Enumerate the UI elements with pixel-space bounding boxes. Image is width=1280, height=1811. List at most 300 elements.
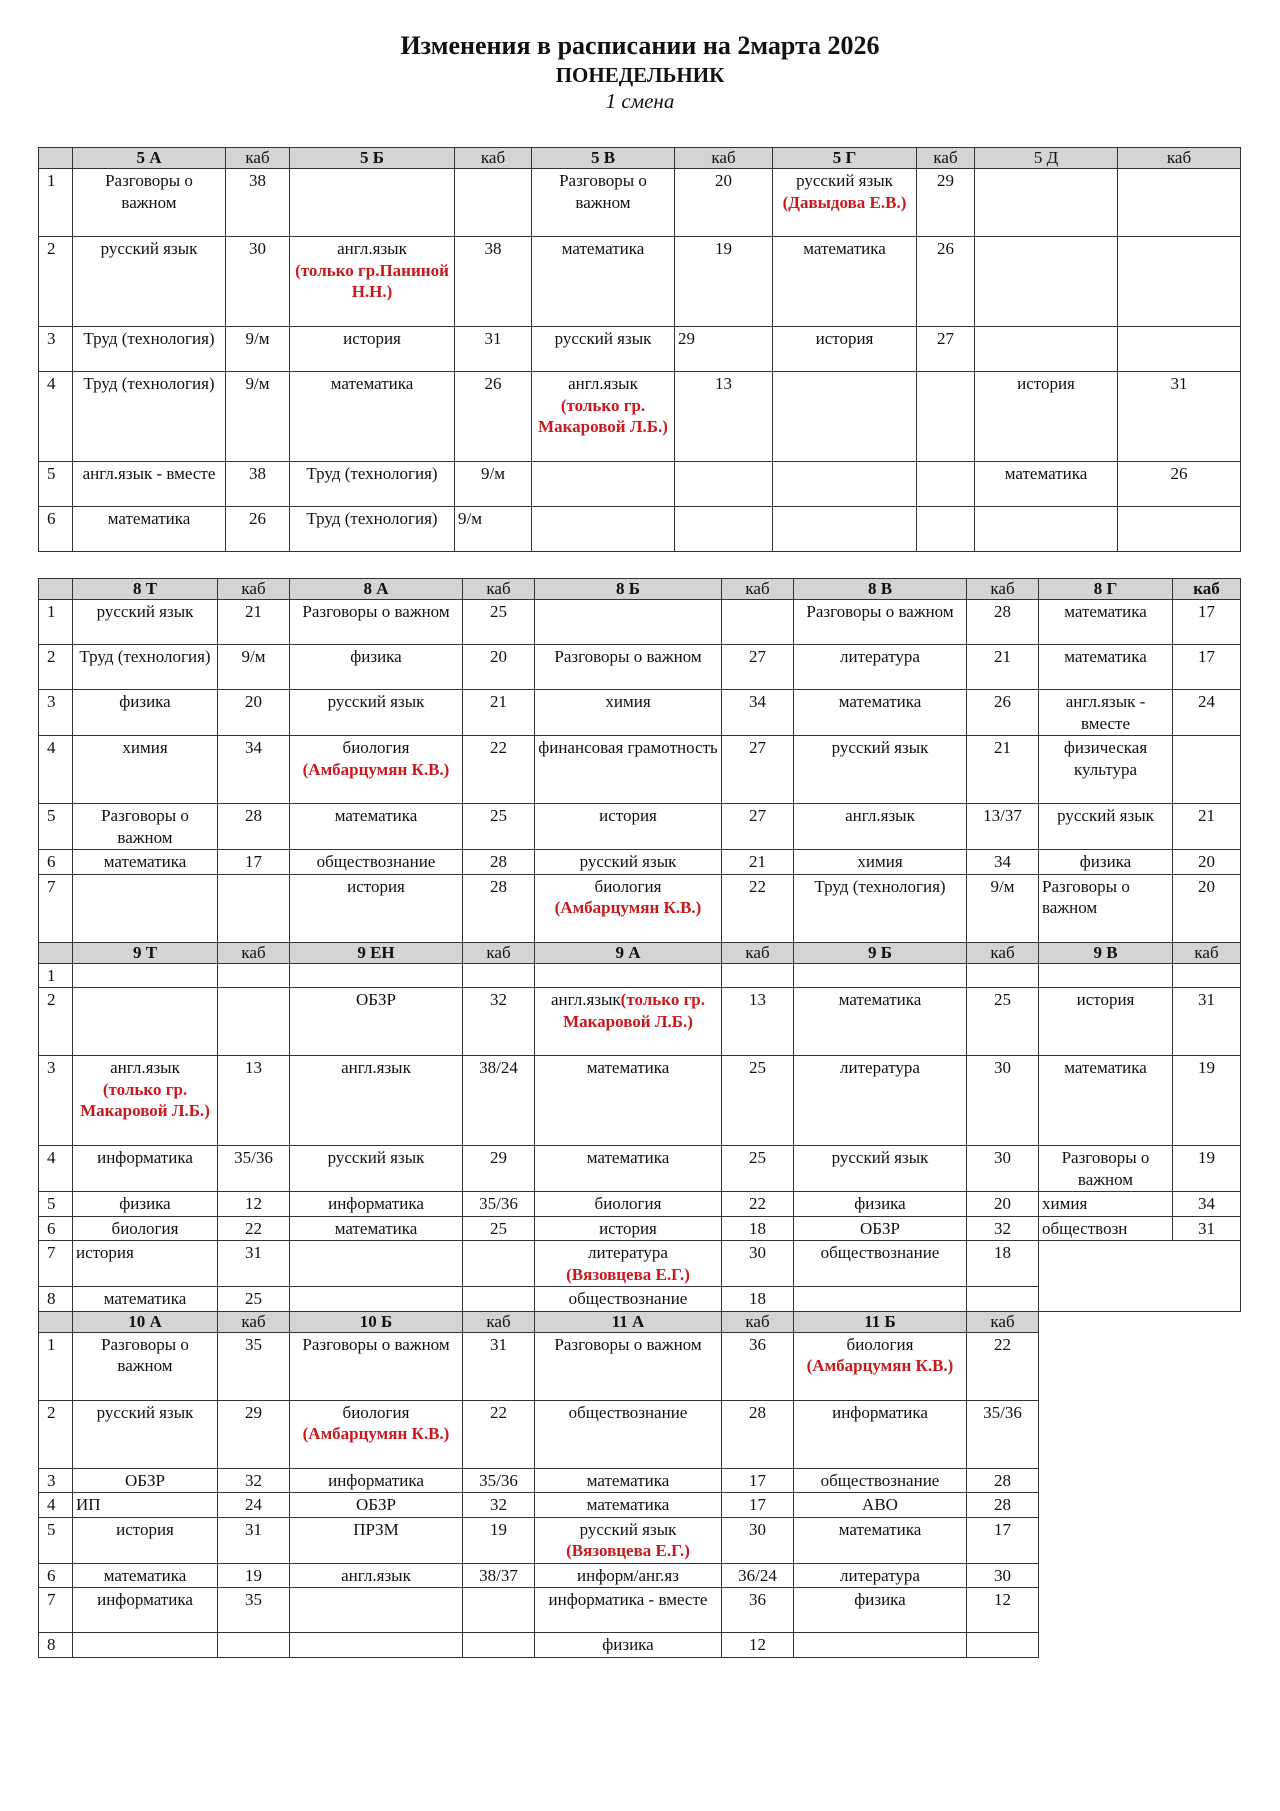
room-cell — [1118, 169, 1241, 237]
room-cell: 27 — [722, 645, 794, 690]
header-cell — [39, 579, 73, 600]
lesson-number: 3 — [39, 1468, 73, 1493]
class-header: 9 Т — [73, 942, 218, 963]
subject-cell — [1039, 963, 1173, 988]
subject-cell: информатика — [73, 1146, 218, 1192]
subject-cell: математика — [535, 1146, 722, 1192]
subject-cell: информатика — [290, 1192, 463, 1217]
class-header: 10 А — [73, 1311, 218, 1332]
subject-cell: информ/анг.яз — [535, 1563, 722, 1588]
room-cell: 17 — [967, 1517, 1039, 1563]
subject-cell: обществознание — [290, 850, 463, 875]
room-header: каб — [226, 148, 290, 169]
subject-cell — [73, 1056, 218, 1146]
subject-cell: обществознание — [535, 1400, 722, 1468]
subject-cell: математика — [794, 988, 967, 1056]
subject-cell: англ.язык - вместе — [73, 462, 226, 507]
lesson-number: 2 — [39, 1400, 73, 1468]
room-cell: 25 — [463, 804, 535, 850]
room-cell: 36/24 — [722, 1563, 794, 1588]
subject-cell: математика — [975, 462, 1118, 507]
room-cell: 28 — [967, 600, 1039, 645]
teacher-note: (Давыдова Е.В.) — [782, 192, 907, 212]
room-cell: 32 — [967, 1216, 1039, 1241]
subject-cell: Труд (технология) — [73, 327, 226, 372]
room-cell: 28 — [218, 804, 290, 850]
room-cell — [1173, 963, 1241, 988]
class-header: 11 А — [535, 1311, 722, 1332]
lesson-number: 6 — [39, 850, 73, 875]
room-cell: 29 — [218, 1400, 290, 1468]
room-cell — [1118, 507, 1241, 552]
class-header: 10 Б — [290, 1311, 463, 1332]
class-header: 5 А — [73, 148, 226, 169]
lesson-number: 6 — [39, 1563, 73, 1588]
lesson-number: 2 — [39, 645, 73, 690]
lesson-number: 8 — [39, 1633, 73, 1658]
subject-cell: русский язык — [794, 1146, 967, 1192]
room-cell: 18 — [722, 1216, 794, 1241]
room-cell: 22 — [722, 874, 794, 942]
subject-cell: русский язык — [73, 600, 218, 645]
room-cell: 22 — [967, 1332, 1039, 1400]
subject-cell: русский язык — [532, 327, 675, 372]
subject-cell — [290, 1241, 463, 1287]
room-cell: 22 — [722, 1192, 794, 1217]
room-cell: 26 — [455, 372, 532, 462]
lesson-number: 8 — [39, 1287, 73, 1312]
room-cell: 17 — [1173, 600, 1241, 645]
subject-cell: математика — [1039, 645, 1173, 690]
room-cell — [1118, 327, 1241, 372]
room-cell: 26 — [967, 690, 1039, 736]
room-cell — [917, 372, 975, 462]
subject-cell: обществознание — [794, 1468, 967, 1493]
lesson-number: 5 — [39, 1192, 73, 1217]
room-cell: 26 — [917, 237, 975, 327]
room-cell: 13 — [722, 988, 794, 1056]
subject-cell: математика — [535, 1493, 722, 1518]
subject-cell: ПРЗМ — [290, 1517, 463, 1563]
lesson-number: 1 — [39, 1332, 73, 1400]
room-cell: 28 — [463, 874, 535, 942]
subject-cell — [532, 462, 675, 507]
subject-cell: математика — [794, 1517, 967, 1563]
teacher-note: (только гр. Макаровой Л.Б.) — [80, 1079, 210, 1120]
table-row — [39, 963, 1241, 988]
subject-cell: русский язык — [73, 237, 226, 327]
room-cell: 30 — [226, 237, 290, 327]
subject-cell: Разговоры о важном — [1039, 874, 1173, 942]
subject-cell: математика — [535, 1056, 722, 1146]
subject-cell: физика — [794, 1192, 967, 1217]
table-row — [39, 690, 1241, 736]
room-cell — [675, 462, 773, 507]
table-row — [39, 507, 1241, 552]
table-header-row — [39, 1311, 1241, 1332]
table-row — [39, 988, 1241, 1056]
room-cell: 12 — [218, 1192, 290, 1217]
room-cell: 29 — [917, 169, 975, 237]
room-cell: 22 — [218, 1216, 290, 1241]
lesson-number: 2 — [39, 237, 73, 327]
table-row — [39, 804, 1241, 850]
subject-cell: англ.язык — [290, 1563, 463, 1588]
table-row — [39, 850, 1241, 875]
room-cell — [463, 1588, 535, 1633]
room-cell — [218, 988, 290, 1056]
subject-name: англ.язык — [568, 374, 638, 393]
subject-cell: математика — [73, 850, 218, 875]
subject-cell — [975, 327, 1118, 372]
room-cell: 21 — [1173, 804, 1241, 850]
class-header: 8 А — [290, 579, 463, 600]
room-header: каб — [967, 1311, 1039, 1332]
room-cell: 17 — [722, 1493, 794, 1518]
room-cell: 31 — [218, 1241, 290, 1287]
room-cell: 9/м — [226, 372, 290, 462]
room-cell — [455, 169, 532, 237]
teacher-note: (только гр.Паниной Н.Н.) — [295, 260, 449, 301]
room-cell: 20 — [675, 169, 773, 237]
subject-cell — [290, 736, 463, 804]
subject-cell — [535, 1241, 722, 1287]
subject-name: русский язык — [796, 171, 893, 190]
subject-cell: математика — [290, 804, 463, 850]
room-cell — [967, 963, 1039, 988]
subject-cell: химия — [73, 736, 218, 804]
subject-cell: литература — [794, 1056, 967, 1146]
room-header: каб — [455, 148, 532, 169]
subject-cell — [290, 1287, 463, 1312]
table-header-row — [39, 579, 1241, 600]
lesson-number: 1 — [39, 600, 73, 645]
room-cell — [722, 600, 794, 645]
room-cell: 25 — [722, 1146, 794, 1192]
room-cell: 17 — [218, 850, 290, 875]
room-cell: 9/м — [218, 645, 290, 690]
subject-cell: математика — [794, 690, 967, 736]
room-header: каб — [722, 942, 794, 963]
subject-cell: физическая культура — [1039, 736, 1173, 804]
room-cell: 32 — [463, 988, 535, 1056]
lesson-number: 3 — [39, 327, 73, 372]
subject-cell: история — [290, 874, 463, 942]
room-cell: 31 — [455, 327, 532, 372]
room-cell: 28 — [722, 1400, 794, 1468]
subject-cell: обществознание — [535, 1287, 722, 1312]
schedule-table-grade5 — [38, 147, 1241, 552]
room-cell: 31 — [1118, 372, 1241, 462]
subject-cell: Труд (технология) — [73, 372, 226, 462]
room-cell: 22 — [463, 736, 535, 804]
subject-cell — [794, 1332, 967, 1400]
subject-cell: математика — [1039, 600, 1173, 645]
lesson-number: 4 — [39, 1493, 73, 1518]
subject-cell — [794, 1633, 967, 1658]
subject-cell: химия — [1039, 1192, 1173, 1217]
room-cell: 38 — [226, 462, 290, 507]
room-cell: 12 — [722, 1633, 794, 1658]
subject-cell — [975, 507, 1118, 552]
room-cell: 38 — [226, 169, 290, 237]
table-row — [39, 1192, 1241, 1217]
room-cell: 20 — [463, 645, 535, 690]
room-cell: 13 — [218, 1056, 290, 1146]
subject-cell: биология — [73, 1216, 218, 1241]
subject-cell: история — [1039, 988, 1173, 1056]
subject-cell — [532, 372, 675, 462]
subject-cell — [535, 963, 722, 988]
class-header: 9 Б — [794, 942, 967, 963]
subject-cell: информатика — [73, 1588, 218, 1633]
room-cell: 34 — [218, 736, 290, 804]
room-header: каб — [218, 579, 290, 600]
subject-cell: химия — [794, 850, 967, 875]
room-cell — [463, 1241, 535, 1287]
blank-area — [1039, 1311, 1241, 1657]
subject-name: англ.язык — [550, 990, 621, 1009]
table-row — [39, 372, 1241, 462]
subject-cell: история — [73, 1241, 218, 1287]
room-cell: 32 — [218, 1468, 290, 1493]
subject-cell: ОБЗР — [290, 988, 463, 1056]
subject-cell: англ.язык — [290, 1056, 463, 1146]
lesson-number: 4 — [39, 1146, 73, 1192]
lesson-number: 5 — [39, 804, 73, 850]
table-row — [39, 1146, 1241, 1192]
room-header: каб — [218, 942, 290, 963]
lesson-number: 5 — [39, 462, 73, 507]
lesson-number: 1 — [39, 169, 73, 237]
room-cell: 9/м — [455, 462, 532, 507]
room-cell — [722, 963, 794, 988]
class-header: 5 Д — [975, 148, 1118, 169]
teacher-note: (Вязовцева Е.Г.) — [566, 1541, 690, 1560]
schedule-table-grades8-11 — [38, 578, 1241, 1658]
room-cell: 30 — [722, 1241, 794, 1287]
subject-cell: Разговоры о важном — [73, 169, 226, 237]
room-cell: 34 — [967, 850, 1039, 875]
room-cell: 35 — [218, 1332, 290, 1400]
subject-cell: англ.язык — [794, 804, 967, 850]
room-cell: 18 — [967, 1241, 1039, 1287]
subject-cell — [975, 169, 1118, 237]
room-cell: 35 — [218, 1588, 290, 1633]
room-cell — [967, 1287, 1039, 1312]
subject-cell: история — [535, 804, 722, 850]
room-cell — [917, 462, 975, 507]
subject-cell: математика — [535, 1468, 722, 1493]
room-header: каб — [463, 942, 535, 963]
room-cell: 25 — [722, 1056, 794, 1146]
table-row — [39, 874, 1241, 942]
class-header: 8 Б — [535, 579, 722, 600]
room-cell: 17 — [722, 1468, 794, 1493]
room-cell: 13/37 — [967, 804, 1039, 850]
subject-name: биология — [342, 1402, 410, 1422]
subject-name: русский язык — [579, 1519, 677, 1539]
subject-cell: обществознание — [794, 1241, 967, 1287]
room-cell: 21 — [722, 850, 794, 875]
teacher-note: (Вязовцева Е.Г.) — [566, 1264, 690, 1284]
room-header: каб — [722, 579, 794, 600]
room-cell — [218, 1633, 290, 1658]
subject-cell: Разговоры о важном — [290, 1332, 463, 1400]
teacher-note: (Амбарцумян К.В.) — [554, 898, 702, 917]
room-cell: 35/36 — [967, 1400, 1039, 1468]
subject-cell: физика — [794, 1588, 967, 1633]
subject-cell: литература — [794, 1563, 967, 1588]
subject-cell: математика — [290, 1216, 463, 1241]
lesson-number: 3 — [39, 690, 73, 736]
subject-cell: финансовая грамотность — [535, 736, 722, 804]
subject-cell — [290, 963, 463, 988]
room-cell: 34 — [1173, 1192, 1241, 1217]
subject-name: англ.язык — [337, 239, 407, 258]
room-cell: 29 — [675, 327, 773, 372]
subject-cell: математика — [532, 237, 675, 327]
room-header: каб — [463, 1311, 535, 1332]
room-cell: 9/м — [226, 327, 290, 372]
room-cell: 18 — [722, 1287, 794, 1312]
room-cell: 19 — [675, 237, 773, 327]
room-cell: 20 — [218, 690, 290, 736]
class-header: 5 Б — [290, 148, 455, 169]
room-cell: 35/36 — [463, 1192, 535, 1217]
subject-cell: история — [975, 372, 1118, 462]
subject-cell: история — [773, 327, 917, 372]
subject-cell: ОБЗР — [794, 1216, 967, 1241]
room-cell: 9/м — [455, 507, 532, 552]
room-cell — [917, 507, 975, 552]
room-cell: 25 — [463, 1216, 535, 1241]
room-header: каб — [967, 942, 1039, 963]
room-cell — [463, 1287, 535, 1312]
subject-cell: русский язык — [290, 1146, 463, 1192]
subject-cell: ОБЗР — [290, 1493, 463, 1518]
room-cell: 22 — [463, 1400, 535, 1468]
table-header-row — [39, 942, 1241, 963]
subject-cell: история — [73, 1517, 218, 1563]
lesson-number: 7 — [39, 1241, 73, 1287]
header-cell — [39, 1311, 73, 1332]
header-cell — [39, 148, 73, 169]
subject-cell: математика — [73, 1563, 218, 1588]
subject-cell — [535, 874, 722, 942]
room-cell: 24 — [1173, 690, 1241, 736]
teacher-note: (Амбарцумян К.В.) — [806, 1356, 954, 1375]
room-cell: 27 — [722, 736, 794, 804]
teacher-note: (только гр. Макаровой Л.Б.) — [538, 395, 668, 436]
room-cell: 30 — [722, 1517, 794, 1563]
subject-cell: Разговоры о важном — [1039, 1146, 1173, 1192]
room-cell: 9/м — [967, 874, 1039, 942]
room-cell: 31 — [463, 1332, 535, 1400]
table-row — [39, 645, 1241, 690]
room-cell: 19 — [463, 1517, 535, 1563]
subject-cell — [290, 1588, 463, 1633]
subject-cell — [794, 1287, 967, 1312]
subject-cell — [73, 1633, 218, 1658]
room-cell — [218, 874, 290, 942]
subject-cell: математика — [73, 1287, 218, 1312]
subject-cell: Труд (технология) — [290, 507, 455, 552]
room-cell: 38/24 — [463, 1056, 535, 1146]
subject-cell: Разговоры о важном — [535, 645, 722, 690]
lesson-number: 1 — [39, 963, 73, 988]
subject-cell — [535, 600, 722, 645]
subject-cell: Разговоры о важном — [794, 600, 967, 645]
room-cell: 28 — [967, 1468, 1039, 1493]
room-cell: 21 — [967, 736, 1039, 804]
room-header: каб — [722, 1311, 794, 1332]
room-header: каб — [1173, 942, 1241, 963]
table-row — [39, 327, 1241, 372]
room-cell: 38 — [455, 237, 532, 327]
subject-cell: математика — [73, 507, 226, 552]
class-header: 8 В — [794, 579, 967, 600]
room-cell — [1173, 736, 1241, 804]
room-header: каб — [463, 579, 535, 600]
room-cell: 25 — [463, 600, 535, 645]
lesson-number: 2 — [39, 988, 73, 1056]
room-cell: 35/36 — [218, 1146, 290, 1192]
table-row — [39, 1241, 1241, 1287]
table-row — [39, 462, 1241, 507]
weekday-label: ПОНЕДЕЛЬНИК — [555, 63, 725, 87]
room-cell: 28 — [463, 850, 535, 875]
lesson-number: 7 — [39, 874, 73, 942]
subject-cell: физика — [73, 1192, 218, 1217]
table-row — [39, 1056, 1241, 1146]
room-header: каб — [218, 1311, 290, 1332]
subject-cell — [773, 169, 917, 237]
subject-cell: Разговоры о важном — [535, 1332, 722, 1400]
subject-cell: русский язык — [1039, 804, 1173, 850]
teacher-note: (только гр. Макаровой Л.Б.) — [563, 990, 706, 1031]
room-cell: 28 — [967, 1493, 1039, 1518]
teacher-note: (Амбарцумян К.В.) — [302, 759, 450, 779]
empty-cell — [1039, 1241, 1241, 1312]
room-cell: 20 — [967, 1192, 1039, 1217]
room-cell: 35/36 — [463, 1468, 535, 1493]
room-cell: 17 — [1173, 645, 1241, 690]
subject-cell — [290, 237, 455, 327]
room-cell: 19 — [1173, 1146, 1241, 1192]
class-header: 9 А — [535, 942, 722, 963]
class-header: 5 Г — [773, 148, 917, 169]
subject-cell: Разговоры о важном — [290, 600, 463, 645]
subject-name: биология — [594, 876, 662, 896]
subject-cell: русский язык — [290, 690, 463, 736]
subject-cell — [975, 237, 1118, 327]
subject-cell: Разговоры о важном — [73, 804, 218, 850]
subject-cell — [532, 507, 675, 552]
subject-cell: литература — [794, 645, 967, 690]
class-header: 8 Т — [73, 579, 218, 600]
subject-cell — [73, 874, 218, 942]
room-cell: 31 — [218, 1517, 290, 1563]
shift-label: 1 смена — [605, 89, 675, 113]
room-cell: 13 — [675, 372, 773, 462]
room-cell: 25 — [967, 988, 1039, 1056]
room-cell: 36 — [722, 1588, 794, 1633]
room-cell: 21 — [967, 645, 1039, 690]
subject-name: биология — [342, 738, 410, 757]
lesson-number: 7 — [39, 1588, 73, 1633]
room-cell: 19 — [1173, 1056, 1241, 1146]
